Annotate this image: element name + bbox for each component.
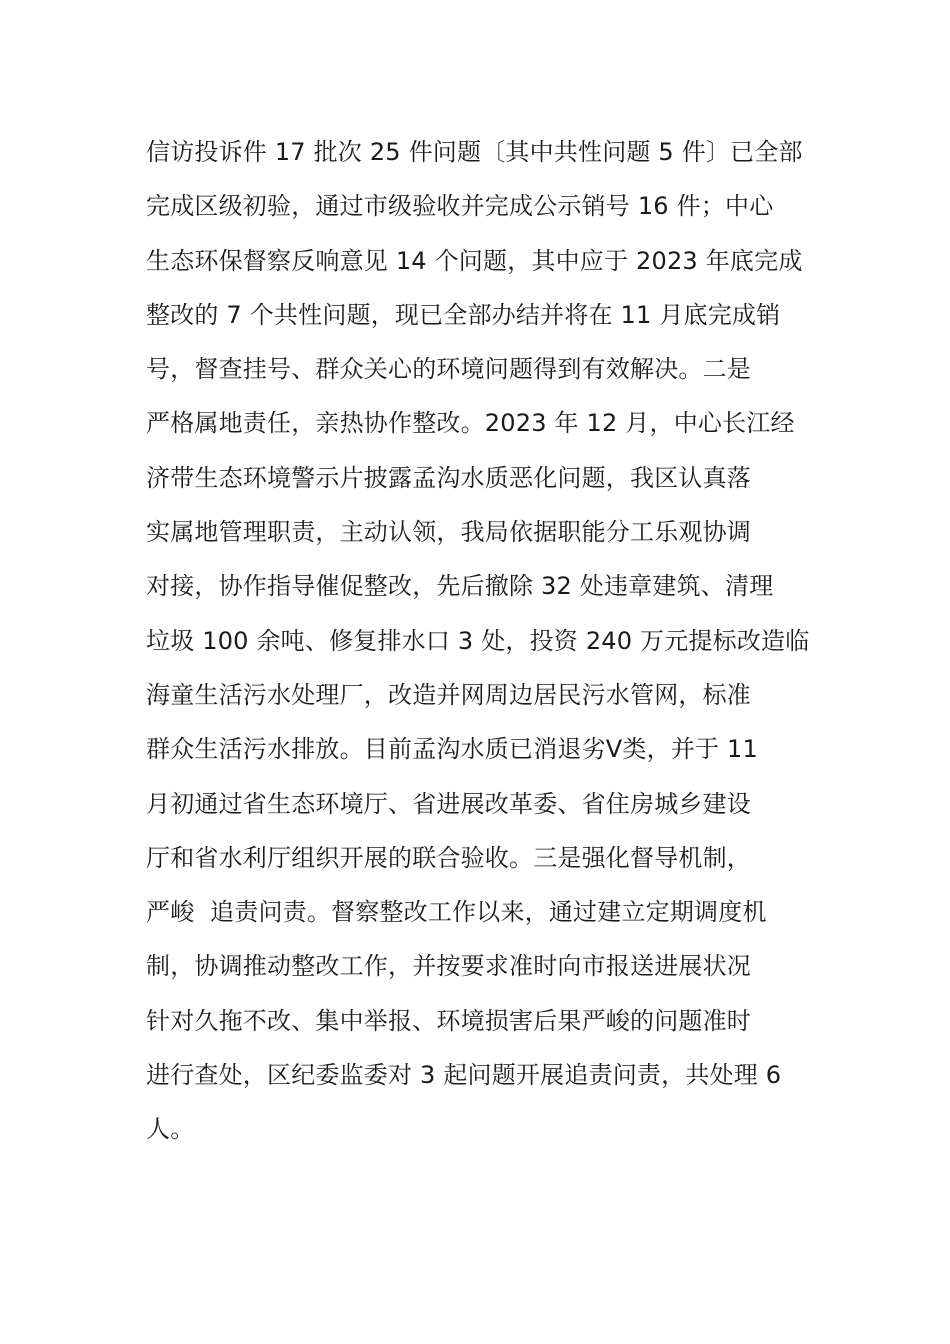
text-line-4: 整改的 7 个共性问题，现已全部办结并将在 11 月底完成销 xyxy=(146,300,781,329)
text-line-12: 群众生活污水排放。目前孟沟水质已消退劣Ⅴ类，并于 11 xyxy=(146,735,758,764)
text-line-10: 垃圾 100 余吨、修复排水口 3 处，投资 240 万元提标改造临 xyxy=(146,626,810,655)
text-line-6: 严格属地责任，亲热协作整改。2023 年 12 月，中心长江经 xyxy=(146,409,795,438)
text-line-1: 信访投诉件 17 批次 25 件问题〔其中共性问题 5 件〕已全部 xyxy=(146,138,803,166)
text-line-16: 制，协调推动整改工作，并按要求准时向市报送进展状况 xyxy=(146,952,751,981)
text-line-11: 海童生活污水处理厂，改造并网周边居民污水管网，标准 xyxy=(146,680,751,709)
text-line-9: 对接，协作指导催促整改，先后撤除 32 处违章建筑、清理 xyxy=(146,572,774,601)
text-line-14: 厅和省水利厅组织开展的联合验收。三是强化督导机制， xyxy=(146,843,751,872)
text-line-18: 进行查处，区纪委监委对 3 起问题开展追责问责，共处理 6 xyxy=(146,1061,782,1090)
text-line-5: 号，督查挂号、群众关心的环境问题得到有效解决。二是 xyxy=(146,355,751,384)
text-line-17: 针对久拖不改、集中举报、环境损害后果严峻的问题准时 xyxy=(146,1006,751,1035)
text-line-19: 人。 xyxy=(146,1115,195,1144)
text-line-2: 完成区级初验，通过市级验收并完成公示销号 16 件；中心 xyxy=(146,192,774,221)
body-paragraph xyxy=(146,129,826,1161)
text-line-3: 生态环保督察反响意见 14 个问题，其中应于 2023 年底完成 xyxy=(146,246,803,275)
text-line-7: 济带生态环境警示片披露孟沟水质恶化问题，我区认真落 xyxy=(146,463,751,492)
text-line-13: 月初通过省生态环境厅、省进展改革委、省住房城乡建设 xyxy=(146,789,751,818)
text-line-8: 实属地管理职责，主动认领，我局依据职能分工乐观协调 xyxy=(146,518,751,547)
text-line-15: 严峻 追责问责。督察整改工作以来，通过建立定期调度机 xyxy=(146,898,767,927)
